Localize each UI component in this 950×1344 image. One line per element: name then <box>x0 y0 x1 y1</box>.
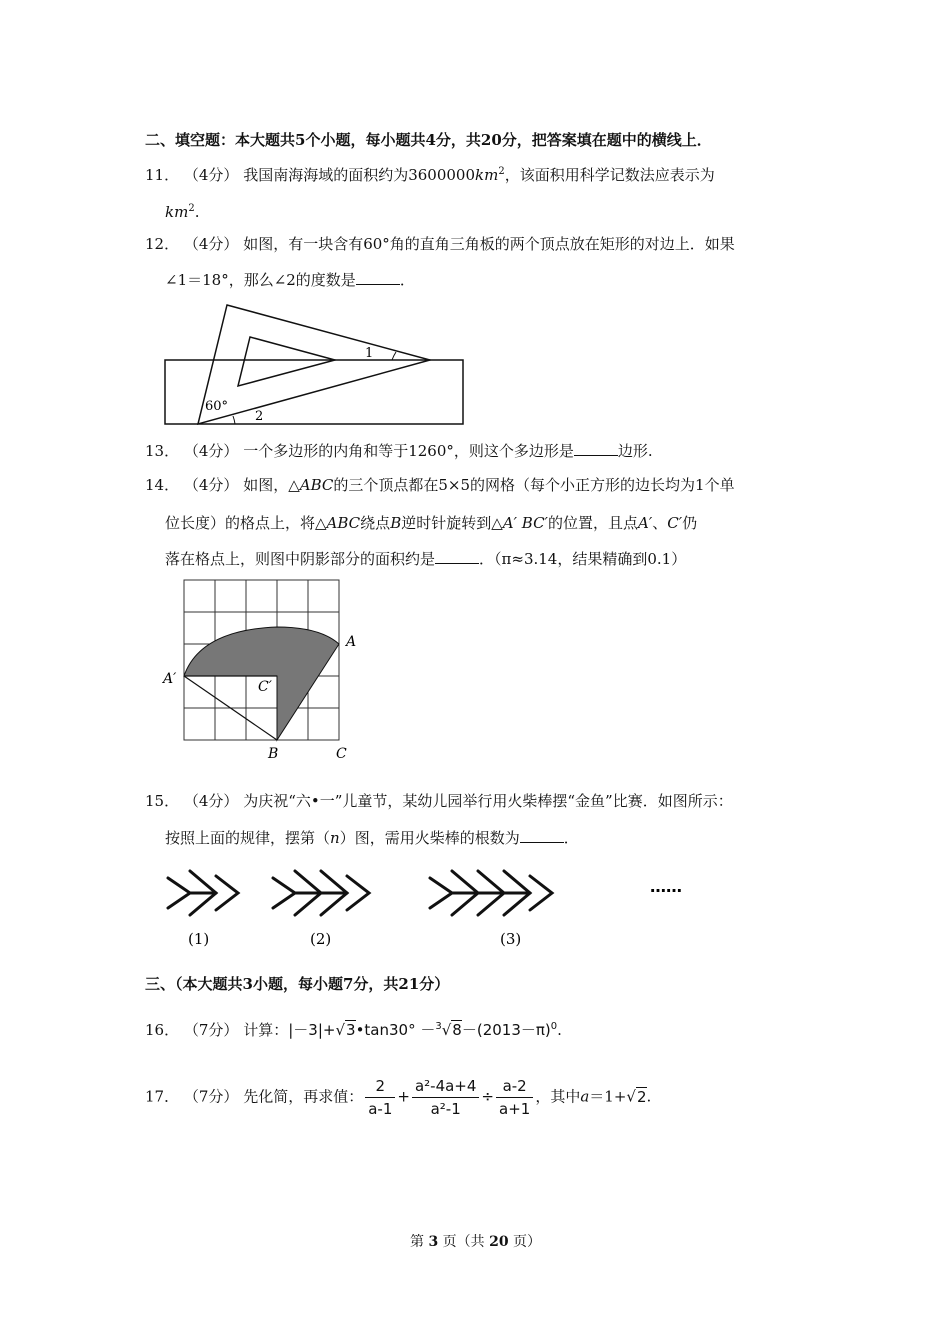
fraction-numerator: 2 <box>365 1075 395 1098</box>
question-text: 的三个顶点都在5×5的网格（每个小正方形的边长均为1个单 <box>333 476 735 494</box>
triangle-name: A′ BC′ <box>502 514 548 532</box>
question-text: 仍 <box>682 514 698 532</box>
expr-part: －(2013－π) <box>461 1021 551 1039</box>
question-number: 16． <box>145 1021 180 1039</box>
question-score: （4分） <box>183 476 239 494</box>
expr-part: •tan30° － <box>355 1021 436 1039</box>
unit-km: km <box>165 203 189 221</box>
question-score: （4分） <box>183 166 239 184</box>
section-heading-solve: 三、（本大题共3小题，每小题7分，共21分） <box>145 975 450 993</box>
triangle-name: ABC <box>299 476 334 494</box>
angle-1-label: 1 <box>365 346 374 361</box>
question-text: 、 <box>652 514 668 532</box>
question-text: 我国南海海域的面积约为3600000 <box>243 166 476 184</box>
triangle-name: ABC <box>326 514 361 532</box>
footer-text: 页） <box>513 1234 542 1250</box>
unit-km: km <box>475 166 499 184</box>
question-text: 绕点 <box>360 514 391 532</box>
question-text: 边形. <box>617 442 653 460</box>
fraction-denominator: a-1 <box>368 1100 393 1118</box>
point-name: C′ <box>667 514 683 532</box>
question-14-line3 <box>165 549 686 569</box>
question-11-line2 <box>165 199 199 222</box>
question-16 <box>145 1017 562 1040</box>
fraction-denominator: a+1 <box>499 1100 531 1118</box>
question-text: 如图，△ <box>243 476 300 494</box>
question-text: ）图，需用火柴棒的根数为 <box>339 829 520 847</box>
question-text: 落在格点上，则图中阴影部分的面积约是 <box>165 550 436 568</box>
fraction-1 <box>365 1075 395 1120</box>
question-number: 15． <box>145 792 180 810</box>
question-number: 13． <box>145 442 180 460</box>
question-text: ∠1＝18°，那么∠2的度数是 <box>165 271 356 289</box>
question-score: （4分） <box>183 792 239 810</box>
question-text: 逆时针旋转到△ <box>401 514 503 532</box>
point-name: B <box>390 514 402 532</box>
page-number: 3 <box>428 1234 439 1250</box>
set-square-inner <box>238 337 335 386</box>
question-text: 位长度）的格点上，将△ <box>165 514 327 532</box>
question-text: 如图，有一块含有60°角的直角三角板的两个顶点放在矩形的对边上．如果 <box>243 235 735 253</box>
angle-2-arc <box>233 416 235 424</box>
figure-label-3: (3) <box>500 930 522 948</box>
variable-a: a <box>580 1087 590 1106</box>
period: . <box>557 1021 562 1039</box>
figure-label-1: (1) <box>188 930 210 948</box>
question-text: 为庆祝“六•一”儿童节，某幼儿园举行用火柴棒摆“金鱼”比赛．如图所示： <box>243 792 733 810</box>
unit-exponent: 2 <box>188 203 195 214</box>
question-number: 11． <box>145 166 180 184</box>
question-text: ＝1+ <box>589 1087 627 1106</box>
question-text: ，其中 <box>535 1087 581 1106</box>
question-12-line2 <box>165 270 415 290</box>
goldfish-2 <box>273 871 369 915</box>
question-score: （4分） <box>183 442 239 460</box>
goldfish-3 <box>430 871 552 915</box>
period: ． <box>399 271 415 289</box>
question-number: 14． <box>145 476 180 494</box>
point-b-label: B <box>268 746 279 762</box>
question-11 <box>145 162 715 185</box>
sqrt-radicand: 2 <box>636 1087 647 1106</box>
question-text: 的位置，且点 <box>547 514 638 532</box>
cbrt-index: 3 <box>435 1021 442 1032</box>
question-number: 17． <box>145 1087 180 1106</box>
plus-sign: + <box>397 1087 410 1106</box>
question-14-line2 <box>165 513 697 533</box>
cbrt-radicand: 8 <box>452 1021 462 1039</box>
section-heading-fill-in: 二、填空题：本大题共5个小题，每小题共4分，共20分，把答案填在题中的横线上． <box>145 131 712 149</box>
question-text: 一个多边形的内角和等于1260°，则这个多边形是 <box>243 442 574 460</box>
page-footer <box>410 1231 541 1251</box>
fraction-3 <box>496 1075 533 1120</box>
question-text: 计算： <box>243 1021 289 1039</box>
figure-triangle-rectangle <box>160 300 470 430</box>
period: . <box>194 203 200 221</box>
page-total: 20 <box>489 1234 509 1250</box>
set-square-outer <box>198 305 430 424</box>
fraction-2 <box>412 1075 479 1120</box>
sqrt-radicand: 3 <box>346 1021 356 1039</box>
angle-1-arc <box>392 352 396 360</box>
question-score: （7分） <box>183 1087 239 1106</box>
question-text: 按照上面的规律，摆第（ <box>165 829 331 847</box>
fraction-denominator: a²-1 <box>430 1100 461 1118</box>
question-text: ．（π≈3.14，结果精确到0.1） <box>479 550 687 568</box>
footer-text: 第 <box>410 1234 424 1250</box>
answer-blank <box>435 549 479 564</box>
period: . <box>646 1087 652 1106</box>
point-a-label: A <box>346 634 357 650</box>
unit-exponent: 2 <box>498 166 505 177</box>
question-15-line2 <box>165 828 579 848</box>
point-a-prime-label: A′ <box>163 671 177 687</box>
question-score: （4分） <box>183 235 239 253</box>
answer-blank <box>356 270 400 285</box>
footer-text: 页（共 <box>442 1234 485 1250</box>
angle-2-label: 2 <box>255 409 264 424</box>
goldfish-1 <box>168 871 238 915</box>
period: ． <box>563 829 579 847</box>
variable-n: n <box>330 829 340 847</box>
figure-matchstick-goldfish <box>160 858 700 953</box>
question-text: ，该面积用科学记数法应表示为 <box>504 166 715 184</box>
answer-blank <box>520 828 564 843</box>
continuation-dots: …… <box>650 877 682 896</box>
division-sign: ÷ <box>481 1087 494 1106</box>
figure-label-2: (2) <box>310 930 332 948</box>
point-c-label: C <box>336 746 347 762</box>
fraction-numerator: a²-4a+4 <box>412 1075 479 1098</box>
question-score: （7分） <box>183 1021 239 1039</box>
question-15 <box>145 791 733 811</box>
question-12 <box>145 234 735 254</box>
expression: |－3|+√3•tan30° $-^3√8-(2013-\pi)^0$ <box>288 1021 558 1039</box>
question-14 <box>145 475 735 495</box>
fraction-numerator: a-2 <box>496 1075 533 1098</box>
answer-blank <box>574 441 618 456</box>
expr-part: |－3|+ <box>288 1021 336 1039</box>
exponent-zero: 0 <box>550 1021 558 1032</box>
angle-60-label: 60° <box>205 399 229 414</box>
question-number: 12． <box>145 235 180 253</box>
question-13 <box>145 441 653 461</box>
point-name: A′ <box>637 514 653 532</box>
question-17: 17． （7分） 先化简，再求值： $\frac{2}{a-1}$ + $\frac{\text{a²-4a+4}}{\text{a²-1}}$ ÷ $\frac{a-2}{a+1}$ ，其中a＝1+√2. <box>145 1077 652 1118</box>
figure-grid-rotation <box>160 575 365 765</box>
question-text: 先化简，再求值： <box>243 1087 364 1106</box>
point-c-prime-label: C′ <box>258 679 272 695</box>
